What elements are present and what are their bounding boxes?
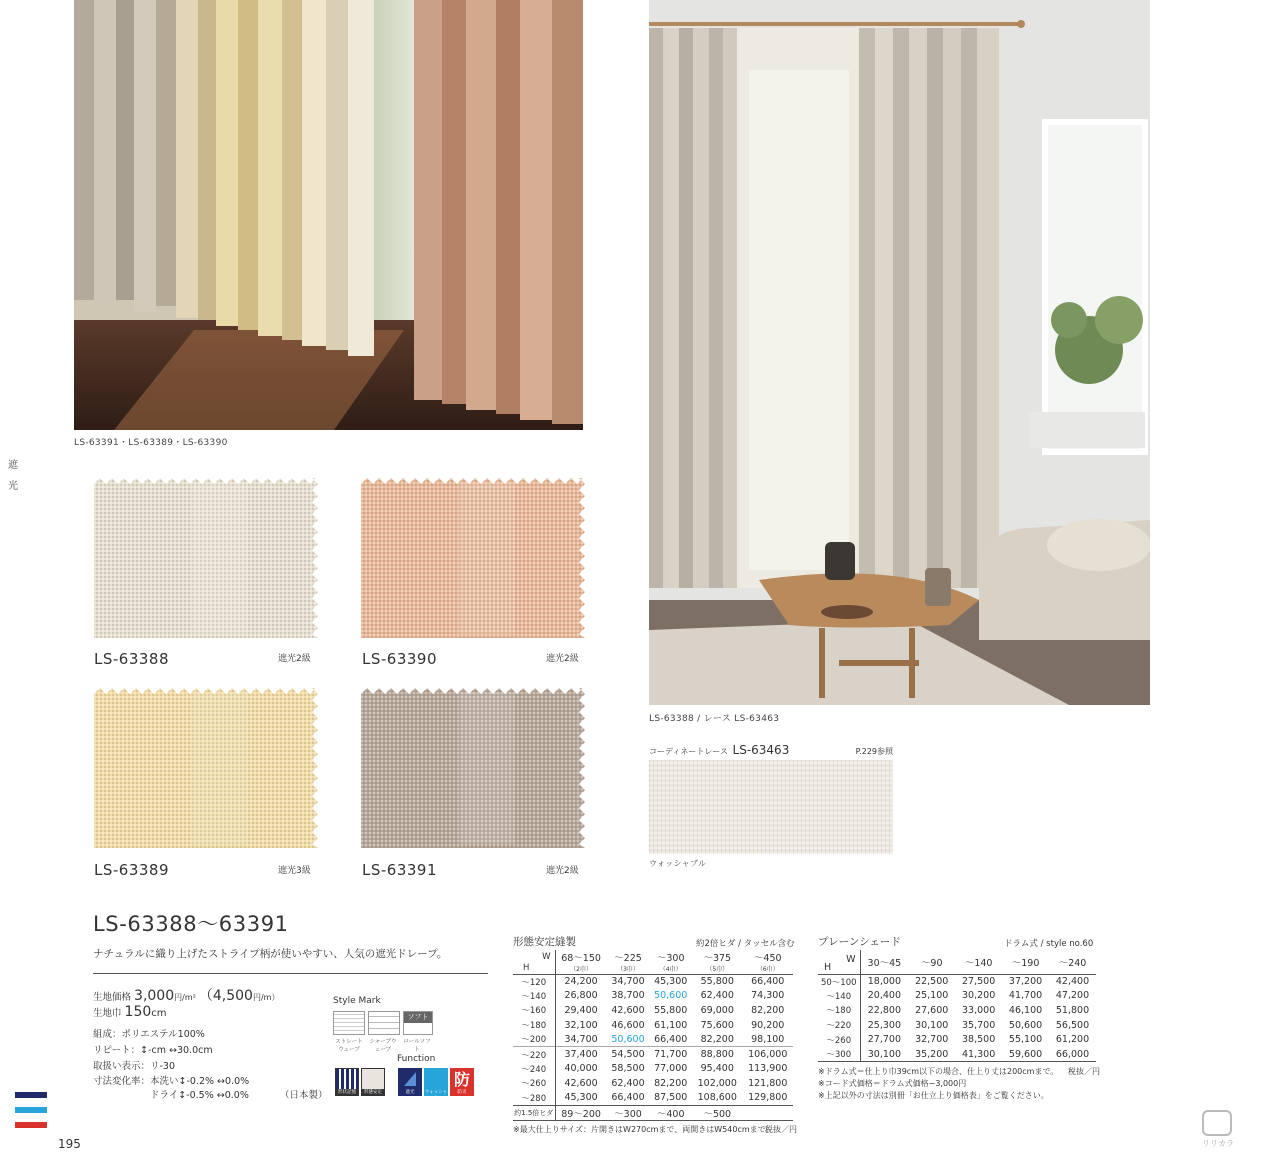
row-header: 〜140 <box>818 989 860 1004</box>
shrink-rate-wash: 寸法変化率：本洗い↕-0.2% ↔0.0% <box>93 1076 250 1087</box>
footer-cell: 〜400 <box>656 1108 685 1120</box>
table-row <box>818 1047 1096 1062</box>
col-header: 〜140 <box>964 957 993 969</box>
color-stripe-red <box>15 1122 47 1128</box>
style-mark-name: シャープウェーブ <box>369 1039 397 1053</box>
table-row <box>818 1018 1096 1033</box>
color-stripe-sky <box>15 1107 47 1113</box>
style-mark-names <box>333 1037 433 1053</box>
table-row <box>513 1091 793 1106</box>
shade-note: ※上記以外の寸法は別冊「お仕立上り価格表」をご覧ください。 <box>818 1091 1049 1100</box>
country-of-origin: （日本製） <box>280 1090 328 1101</box>
price-cell: 50,600 <box>654 990 688 1002</box>
sewing-price-table <box>513 950 793 1121</box>
col-header: 〜450 （6巾） <box>753 953 782 974</box>
swatch-code: LS-63389 <box>94 861 170 879</box>
price-cell: 25,300 <box>867 1019 901 1031</box>
row-header: 〜260 <box>818 1032 860 1047</box>
shade-table-subtitle: ドラム式 / style no.60 <box>1004 939 1094 949</box>
price-alt: （4,500 <box>198 988 253 1004</box>
price-cell: 42,600 <box>564 1077 598 1089</box>
function-name: 形状記憶 <box>335 1089 359 1095</box>
style-mark-name: ストレートウェーブ <box>335 1039 363 1053</box>
swatch-ls-63391[interactable] <box>361 688 585 848</box>
col-header: 〜190 <box>1011 957 1040 969</box>
price-cell: 37,200 <box>1008 976 1043 988</box>
price-cell: 35,700 <box>962 1019 996 1031</box>
shade-table-unit: 税抜／円 <box>1068 1067 1100 1076</box>
coordinate-lace-code: LS-63463 <box>732 743 790 757</box>
price-cell: 55,100 <box>1008 1034 1043 1046</box>
width-label: 生地巾 <box>93 1008 122 1019</box>
brand-name: リリカラ <box>1202 1139 1234 1148</box>
price-cell: 129,800 <box>748 1092 788 1104</box>
price-cell: 74,300 <box>751 990 785 1002</box>
price-label: 生地価格 <box>93 992 132 1003</box>
function-label: Function <box>397 1054 436 1064</box>
price-cell: 20,400 <box>867 990 901 1002</box>
price-cell: 82,200 <box>700 1033 734 1045</box>
price-cell: 82,200 <box>654 1077 688 1089</box>
footer-label: 約1.5倍ヒダ <box>513 1105 555 1120</box>
function-name: 形態安定 <box>361 1089 385 1095</box>
table-row <box>513 1062 793 1077</box>
table-row <box>513 1032 793 1047</box>
price-cell: 75,600 <box>700 1019 734 1031</box>
col-header: 〜300 （4巾） <box>656 953 685 974</box>
row-header: 〜280 <box>513 1091 555 1106</box>
width-unit: cm <box>151 1008 167 1019</box>
row-header: 〜220 <box>513 1047 555 1062</box>
h-label: H <box>824 961 832 973</box>
flame-retardant-icon: 防 <box>450 1068 474 1096</box>
color-stripe-navy <box>15 1092 47 1098</box>
w-label: W <box>542 952 551 962</box>
price-value: 3,000 <box>134 988 175 1004</box>
table-row <box>513 1003 793 1018</box>
fabric-swatch-image <box>94 688 318 848</box>
price-cell: 26,800 <box>564 990 598 1002</box>
price-cell: 45,300 <box>654 976 688 988</box>
swatch-code: LS-63391 <box>362 861 438 879</box>
price-cell: 46,600 <box>611 1019 645 1031</box>
style-mark-label: Style Mark <box>333 996 381 1006</box>
table-row <box>513 1076 793 1091</box>
price-cell: 58,500 <box>611 1063 645 1075</box>
price-cell: 87,500 <box>654 1092 688 1104</box>
style-mark-straight-icon <box>333 1011 365 1035</box>
price-cell: 27,700 <box>867 1034 901 1046</box>
row-header: 〜120 <box>513 974 555 989</box>
price-cell: 50,600 <box>1008 1019 1043 1031</box>
price-cell: 66,000 <box>1055 1048 1090 1060</box>
footer-cell: 〜500 <box>703 1108 732 1120</box>
table-row <box>818 989 1096 1004</box>
price-line <box>93 985 279 1005</box>
col-header: 30〜45 <box>867 957 902 969</box>
price-cell: 71,700 <box>654 1049 688 1061</box>
price-cell: 61,100 <box>654 1019 688 1031</box>
price-cell: 77,000 <box>654 1063 688 1075</box>
price-cell: 98,100 <box>751 1033 785 1045</box>
price-unit: 円/m² <box>174 993 196 1002</box>
table-row <box>513 1018 793 1033</box>
price-cell: 29,400 <box>564 1004 598 1016</box>
shade-note: ※コード式価格＝ドラム式価格−3,000円 <box>818 1079 967 1088</box>
price-cell: 30,200 <box>962 990 996 1002</box>
row-header: 〜140 <box>513 989 555 1004</box>
price-cell: 59,600 <box>1008 1048 1043 1060</box>
price-cell: 62,400 <box>700 990 734 1002</box>
coordinate-lace-label: コーディネートレース <box>649 747 728 756</box>
price-cell: 33,000 <box>962 1004 996 1016</box>
swatch-ls-63390[interactable] <box>361 478 585 638</box>
price-cell: 38,700 <box>611 990 645 1002</box>
function-left-labels <box>335 1089 385 1095</box>
price-cell: 32,700 <box>915 1034 949 1046</box>
coordinate-lace-swatch[interactable] <box>649 760 893 854</box>
swatch-grade: 遮光2級 <box>546 866 579 876</box>
price-cell: 102,000 <box>697 1077 737 1089</box>
price-cell: 66,400 <box>654 1033 688 1045</box>
price-cell: 42,400 <box>1055 976 1090 988</box>
coordinate-lace-header <box>649 743 893 757</box>
table-row <box>818 1003 1096 1018</box>
product-title: LS-63388〜63391 <box>93 912 289 936</box>
price-cell: 108,600 <box>697 1092 737 1104</box>
price-cell: 61,200 <box>1055 1034 1090 1046</box>
price-cell: 38,500 <box>962 1034 996 1046</box>
room-photo-right <box>649 0 1150 705</box>
wh-header <box>818 950 860 974</box>
fabric-swatch-image <box>94 478 318 638</box>
price-cell: 40,000 <box>564 1063 598 1075</box>
width-line <box>93 1004 167 1020</box>
table-row <box>513 1047 793 1062</box>
footer-cell: 〜300 <box>614 1108 642 1120</box>
shade-note: ※ドラム式＝仕上り巾39cm以下の場合、仕上り丈は200cmまで。 <box>818 1067 1059 1076</box>
coordinate-lace-ref[interactable]: P.229参照 <box>855 747 893 756</box>
row-header: 〜240 <box>513 1062 555 1077</box>
shade-table-title: プレーンシェード <box>818 936 901 948</box>
price-cell: 56,500 <box>1055 1019 1090 1031</box>
category-side-tag <box>8 455 22 497</box>
swatch-ls-63389[interactable] <box>94 688 318 848</box>
price-cell: 50,600 <box>611 1033 645 1045</box>
w-label: W <box>846 954 856 965</box>
price-cell: 27,600 <box>915 1004 949 1016</box>
side-tag-char: 遮 <box>8 460 18 471</box>
price-cell: 82,200 <box>751 1004 785 1016</box>
price-alt-unit: 円/m） <box>252 993 280 1002</box>
price-cell: 55,800 <box>700 976 734 988</box>
function-right-labels <box>398 1089 476 1101</box>
curtain-photo-top-left <box>74 0 583 430</box>
price-cell: 22,800 <box>867 1004 901 1016</box>
swatch-code: LS-63388 <box>94 650 170 668</box>
col-header: 68〜150 （2巾） <box>561 953 601 974</box>
row-header: 〜200 <box>513 1032 555 1047</box>
price-cell: 30,100 <box>915 1019 949 1031</box>
top-left-photo-caption: LS-63391・LS-63389・LS-63390 <box>74 438 228 448</box>
wh-header <box>513 950 555 974</box>
width-value: 150 <box>124 1004 152 1020</box>
care-label: 取扱い表示：リ-30 <box>93 1061 176 1072</box>
price-cell: 55,800 <box>654 1004 688 1016</box>
fabric-swatch-image <box>361 478 585 638</box>
price-cell: 54,500 <box>611 1049 645 1061</box>
sewing-table-title: 形態安定縫製 <box>513 936 576 948</box>
style-mark-sharp-icon <box>368 1011 400 1035</box>
price-cell: 18,000 <box>867 976 901 988</box>
price-cell: 32,100 <box>564 1019 598 1031</box>
swatch-grade: 遮光3級 <box>278 866 311 876</box>
col-header: 〜90 <box>920 957 943 969</box>
price-cell: 22,500 <box>915 976 949 988</box>
shade-price-table <box>818 950 1096 1062</box>
price-cell: 51,800 <box>1055 1004 1090 1016</box>
swatch-code: LS-63390 <box>362 650 438 668</box>
function-name: 防炎 <box>457 1090 467 1095</box>
sewing-table-subtitle: 約2倍ヒダ / タッセル含む <box>696 939 795 949</box>
price-cell: 37,400 <box>564 1049 598 1061</box>
style-mark-soft-icon <box>403 1011 433 1035</box>
table-row <box>513 974 793 989</box>
right-photo-caption: LS-63388 / レース LS-63463 <box>649 714 780 724</box>
price-cell: 27,500 <box>962 976 996 988</box>
shrink-rate-dry: ドライ↕-0.5% ↔0.0% <box>150 1090 249 1101</box>
coordinate-lace-note: ウォッシャブル <box>649 859 707 868</box>
sewing-table-note: ※最大仕上りサイズ：片開きはW270cmまで、両開きはW540cmまで。 <box>513 1125 774 1134</box>
price-cell: 88,800 <box>700 1049 734 1061</box>
divider <box>93 973 488 974</box>
price-cell: 90,200 <box>751 1019 785 1031</box>
col-header: 〜240 <box>1058 957 1087 969</box>
price-cell: 62,400 <box>611 1077 645 1089</box>
repeat: リピート：↕-cm ↔30.0cm <box>93 1045 213 1056</box>
sewing-table-unit: 税抜／円 <box>765 1125 797 1134</box>
row-header: 〜300 <box>818 1047 860 1062</box>
price-cell: 66,400 <box>611 1092 645 1104</box>
h-label: H <box>523 962 530 973</box>
row-header: 50〜100 <box>818 974 860 989</box>
price-cell: 24,200 <box>564 976 598 988</box>
swatch-grade: 遮光2級 <box>278 654 311 664</box>
table-row <box>818 974 1096 989</box>
price-cell: 34,700 <box>564 1033 598 1045</box>
price-cell: 30,100 <box>867 1048 901 1060</box>
price-cell: 69,000 <box>700 1004 734 1016</box>
function-name: ウォッシャブル <box>424 1090 448 1101</box>
function-name: 遮光 <box>405 1090 415 1095</box>
price-cell: 113,900 <box>748 1063 788 1075</box>
price-cell: 121,800 <box>748 1077 788 1089</box>
composition: 組成：ポリエステル100% <box>93 1029 205 1040</box>
col-header: 〜375 （5巾） <box>703 953 732 974</box>
price-cell: 41,300 <box>962 1048 996 1060</box>
row-header: 〜220 <box>818 1018 860 1033</box>
product-lead: ナチュラルに織り上げたストライプ柄が使いやすい、人気の遮光ドレープ。 <box>93 948 448 960</box>
price-cell: 47,200 <box>1055 990 1090 1002</box>
price-cell: 25,100 <box>915 990 949 1002</box>
fabric-swatch-image <box>361 688 585 848</box>
footer-cell: 89〜200 <box>561 1108 601 1120</box>
row-header: 〜160 <box>513 1003 555 1018</box>
row-header: 〜260 <box>513 1076 555 1091</box>
price-cell: 66,400 <box>751 976 785 988</box>
table-row <box>513 989 793 1004</box>
col-header: 〜225 （3巾） <box>614 953 642 974</box>
page-number: 195 <box>58 1137 81 1151</box>
style-mark-soft-tag: ソフト <box>404 1012 432 1023</box>
price-cell: 106,000 <box>748 1049 788 1061</box>
price-cell: 95,400 <box>700 1063 734 1075</box>
style-mark-name: ロールソフト <box>403 1039 431 1053</box>
swatch-ls-63388[interactable] <box>94 478 318 638</box>
price-cell: 34,700 <box>611 976 645 988</box>
swatch-grade: 遮光2級 <box>546 654 579 664</box>
price-cell: 46,100 <box>1008 1004 1043 1016</box>
price-cell: 41,700 <box>1008 990 1043 1002</box>
table-row <box>818 1032 1096 1047</box>
brand-logo-icon <box>1202 1110 1232 1136</box>
row-header: 〜180 <box>818 1003 860 1018</box>
price-cell: 42,600 <box>611 1004 645 1016</box>
row-header: 〜180 <box>513 1018 555 1033</box>
price-cell: 35,200 <box>915 1048 949 1060</box>
side-tag-char: 光 <box>8 481 18 492</box>
price-cell: 45,300 <box>564 1092 598 1104</box>
